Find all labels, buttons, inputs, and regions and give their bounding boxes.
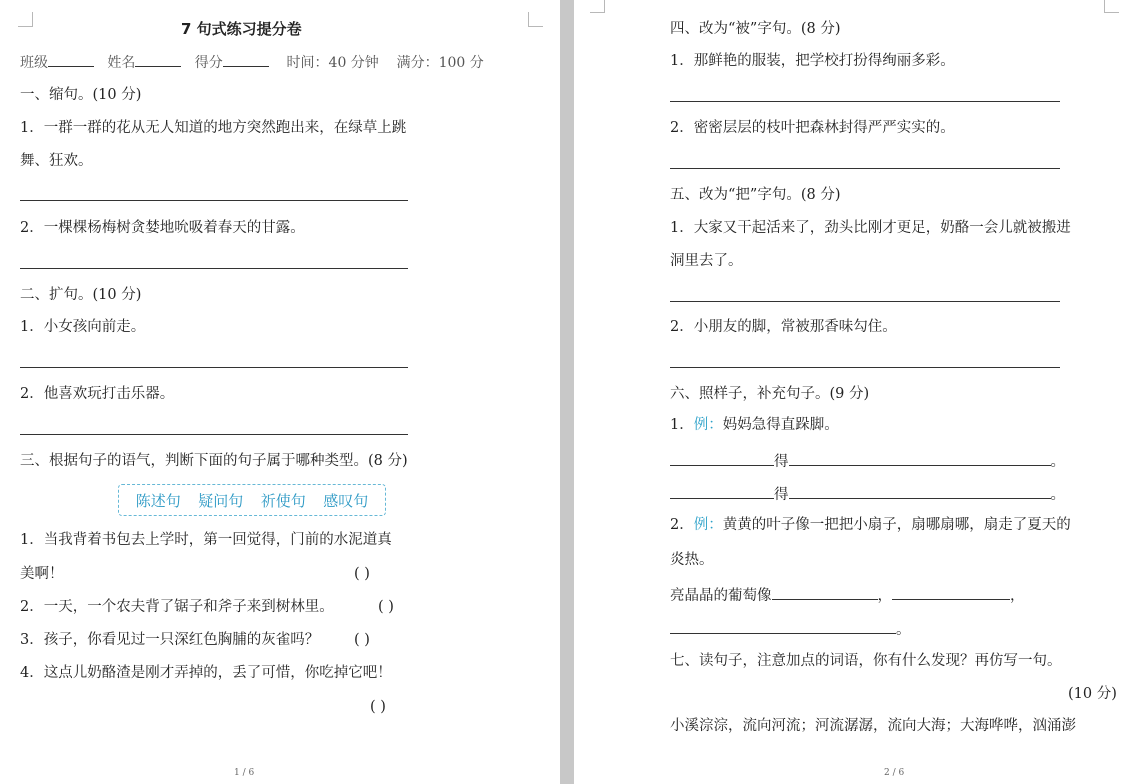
crop-mark bbox=[18, 12, 33, 27]
fill-blank[interactable] bbox=[789, 451, 1051, 466]
answer-line[interactable] bbox=[20, 434, 408, 435]
score-blank[interactable] bbox=[223, 52, 269, 67]
question-text: 2．他喜欢玩打击乐器。 bbox=[20, 386, 175, 402]
fill-blank[interactable] bbox=[670, 484, 774, 499]
answer-line[interactable] bbox=[670, 367, 1060, 368]
example-text: 炎热。 bbox=[670, 552, 714, 568]
fill-prefix: 亮晶晶的葡萄像 bbox=[670, 588, 772, 604]
fill-blank[interactable] bbox=[670, 451, 774, 466]
punct: ， bbox=[877, 588, 892, 604]
question-text: 1．大家又干起活来了，劲头比刚才更足，奶酪一会儿就被搬进 bbox=[670, 220, 1071, 236]
answer-line[interactable] bbox=[670, 101, 1060, 102]
example-2 bbox=[670, 515, 1071, 535]
crop-mark bbox=[1104, 0, 1119, 13]
class-label: 班级 bbox=[20, 55, 48, 71]
fill-row bbox=[670, 484, 1065, 505]
class-blank[interactable] bbox=[48, 52, 94, 67]
question-number: 1． bbox=[670, 417, 694, 433]
section-4-heading: 四、改为“被”字句。(8 分) bbox=[670, 21, 841, 37]
fill-blank[interactable] bbox=[789, 484, 1051, 499]
page-title: 7 句式练习提分卷 bbox=[181, 20, 302, 38]
page-number: 2 / 6 bbox=[884, 768, 905, 778]
question-text: 4．这点儿奶酪渣是刚才弄掉的，丢了可惜，你吃掉它吧！ bbox=[20, 665, 392, 681]
document-page-1 bbox=[0, 0, 560, 784]
section-7-score: (10 分) bbox=[1068, 686, 1117, 702]
fill-row bbox=[670, 585, 1025, 606]
punct: 。 bbox=[1050, 454, 1065, 470]
punct: 。 bbox=[1050, 487, 1065, 503]
section-5-heading: 五、改为“把”字句。(8 分) bbox=[670, 187, 841, 203]
question-text: 3．孩子，你看见过一只深红色胸脯的灰雀吗？ bbox=[20, 632, 320, 648]
answer-paren[interactable]: ( ) bbox=[378, 599, 394, 615]
name-blank[interactable] bbox=[135, 52, 181, 67]
option-exclamatory: 感叹句 bbox=[323, 491, 369, 510]
question-text: 1．小女孩向前走。 bbox=[20, 319, 146, 335]
punct: 。 bbox=[896, 622, 911, 638]
answer-line[interactable] bbox=[20, 367, 408, 368]
reading-sentence: 小溪淙淙，流向河流；河流潺潺，流向大海；大海哗哗，汹涌澎 bbox=[670, 718, 1076, 734]
time-text: 时间：40 分钟 bbox=[286, 55, 379, 71]
question-text: 1．那鲜艳的服装，把学校打扮得绚丽多彩。 bbox=[670, 53, 955, 69]
section-7-heading: 七、读句子，注意加点的词语，你有什么发现？再仿写一句。 bbox=[670, 653, 1062, 669]
fill-blank[interactable] bbox=[892, 585, 1010, 600]
answer-paren[interactable]: ( ) bbox=[370, 699, 386, 715]
question-text: 美啊！ bbox=[20, 566, 64, 582]
section-2-heading: 二、扩句。(10 分) bbox=[20, 287, 142, 303]
example-text: 妈妈急得直跺脚。 bbox=[722, 417, 839, 433]
full-score-text: 满分：100 分 bbox=[396, 55, 484, 71]
answer-paren[interactable]: ( ) bbox=[354, 632, 370, 648]
example-1 bbox=[670, 415, 839, 435]
document-page-2 bbox=[574, 0, 1135, 784]
answer-line[interactable] bbox=[670, 168, 1060, 169]
answer-paren[interactable]: ( ) bbox=[354, 566, 370, 582]
fill-row bbox=[670, 451, 1065, 472]
de-char: 得 bbox=[774, 487, 789, 503]
answer-line[interactable] bbox=[20, 268, 408, 269]
de-char: 得 bbox=[774, 454, 789, 470]
name-label: 姓名 bbox=[107, 55, 136, 71]
page-number: 1 / 6 bbox=[234, 768, 255, 778]
section-1-heading: 一、缩句。(10 分) bbox=[20, 87, 142, 103]
question-text: 2．密密层层的枝叶把森林封得严严实实的。 bbox=[670, 120, 955, 136]
section-6-heading: 六、照样子，补充句子。(9 分) bbox=[670, 386, 870, 402]
option-declarative: 陈述句 bbox=[135, 491, 181, 510]
example-label: 例： bbox=[693, 417, 723, 433]
page-gap bbox=[560, 0, 574, 784]
fill-blank[interactable] bbox=[670, 619, 896, 634]
header-meta bbox=[20, 52, 484, 73]
section-3-heading: 三、根据句子的语气，判断下面的句子属于哪种类型。(8 分) bbox=[20, 453, 408, 469]
question-text: 2．一棵棵杨梅树贪婪地吮吸着春天的甘露。 bbox=[20, 220, 305, 236]
question-text: 2．小朋友的脚，常被那香味勾住。 bbox=[670, 319, 897, 335]
question-number: 2． bbox=[670, 517, 694, 533]
option-interrogative: 疑问句 bbox=[198, 491, 244, 510]
sentence-type-box bbox=[118, 484, 386, 516]
fill-blank[interactable] bbox=[772, 585, 878, 600]
crop-mark bbox=[528, 12, 543, 27]
crop-mark bbox=[590, 0, 605, 13]
question-text: 洞里去了。 bbox=[670, 253, 743, 269]
punct: ， bbox=[1010, 588, 1025, 604]
question-text: 舞、狂欢。 bbox=[20, 153, 93, 169]
example-text: 黄黄的叶子像一把把小扇子，扇哪扇哪，扇走了夏天的 bbox=[722, 517, 1071, 533]
fill-row bbox=[670, 619, 911, 640]
score-label: 得分 bbox=[194, 55, 223, 71]
question-text: 1．一群一群的花从无人知道的地方突然跑出来，在绿草上跳 bbox=[20, 120, 407, 136]
option-imperative: 祈使句 bbox=[260, 491, 306, 510]
example-label: 例： bbox=[693, 517, 723, 533]
answer-line[interactable] bbox=[20, 200, 408, 201]
answer-line[interactable] bbox=[670, 301, 1060, 302]
question-text: 1．当我背着书包去上学时，第一回觉得，门前的水泥道真 bbox=[20, 532, 392, 548]
question-text: 2．一天，一个农夫背了锯子和斧子来到树林里。 bbox=[20, 599, 334, 615]
